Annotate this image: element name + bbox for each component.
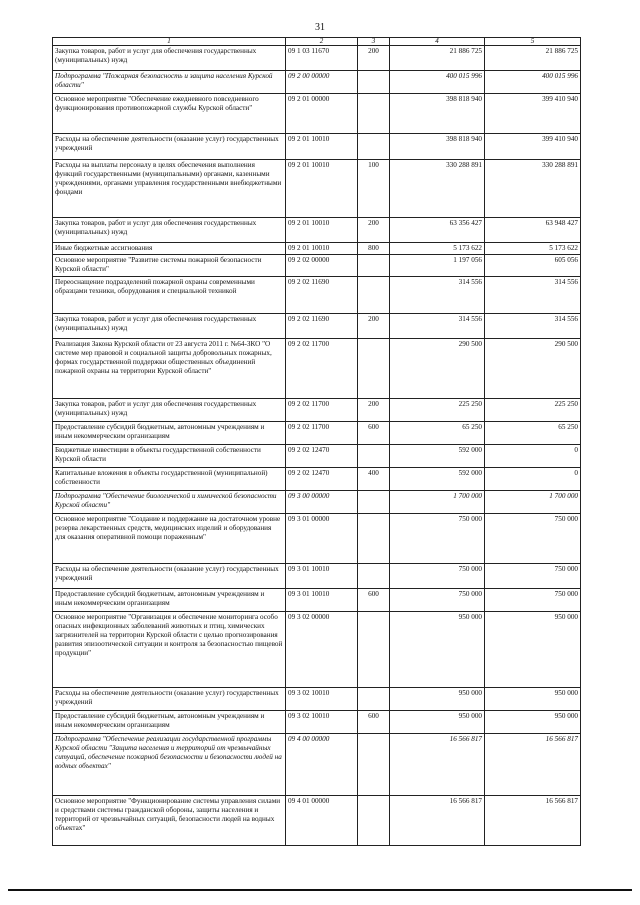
row-amount-2: 65 250 (485, 422, 581, 445)
row-amount-2: 950 000 (485, 688, 581, 711)
table-row (53, 71, 581, 94)
row-amount-1: 1 197 056 (390, 255, 485, 277)
row-expense-type (358, 688, 390, 711)
row-code: 09 4 01 00000 (286, 796, 358, 846)
row-name: Основное мероприятие "Организация и обеспечение мониторинга особо опасных инфекционных заболеваний животных и птиц, химических загрязнителей на территории Курской области с целью прогнозирования развития эпизоотической ситуации и контроля за безопасностью пищевой продукции" (53, 612, 286, 688)
row-amount-2: 63 948 427 (485, 218, 581, 243)
column-header-2: 2 (286, 38, 358, 46)
row-amount-2: 314 556 (485, 314, 581, 339)
row-code: 09 2 02 11690 (286, 314, 358, 339)
table-row (53, 564, 581, 589)
row-amount-1: 750 000 (390, 589, 485, 612)
row-name: Иные бюджетные ассигнования (53, 243, 286, 255)
table-row (53, 796, 581, 846)
row-amount-2: 399 410 940 (485, 94, 581, 134)
row-amount-1: 750 000 (390, 564, 485, 589)
row-expense-type (358, 514, 390, 564)
row-code: 09 2 01 10010 (286, 134, 358, 160)
row-code: 09 1 03 11670 (286, 46, 358, 71)
row-amount-2: 330 288 891 (485, 160, 581, 218)
row-name: Расходы на выплаты персоналу в целях обеспечения выполнения функций государственными (муниципальными) органами, казенными учреждениями, органами управления государственными внебюджетными фондами (53, 160, 286, 218)
row-amount-1: 592 000 (390, 468, 485, 491)
row-amount-2: 225 250 (485, 399, 581, 422)
row-expense-type: 200 (358, 218, 390, 243)
row-name: Подпрограмма "Пожарная безопасность и защита населения Курской области" (53, 71, 286, 94)
row-code: 09 3 01 10010 (286, 564, 358, 589)
table-row (53, 711, 581, 734)
table-row (53, 399, 581, 422)
row-name: Расходы на обеспечение деятельности (оказание услуг) государственных учреждений (53, 564, 286, 589)
row-name: Закупка товаров, работ и услуг для обеспечения государственных (муниципальных) нужд (53, 399, 286, 422)
table-body (53, 46, 581, 846)
row-amount-2: 0 (485, 445, 581, 468)
table-row (53, 255, 581, 277)
row-code: 09 2 01 00000 (286, 94, 358, 134)
row-amount-2: 950 000 (485, 612, 581, 688)
table-row (53, 243, 581, 255)
table-row (53, 218, 581, 243)
row-amount-2: 750 000 (485, 514, 581, 564)
row-amount-2: 950 000 (485, 711, 581, 734)
row-expense-type (358, 491, 390, 514)
row-code: 09 3 02 00000 (286, 612, 358, 688)
row-amount-2: 400 015 996 (485, 71, 581, 94)
row-amount-1: 592 000 (390, 445, 485, 468)
row-amount-1: 314 556 (390, 277, 485, 314)
row-expense-type (358, 445, 390, 468)
table-row (53, 160, 581, 218)
row-name: Подпрограмма "Обеспечение реализации государственной программы Курской области "Защита населения и территорий от чрезвычайных ситуаций, обеспечение пожарной безопасности и безопасности людей на водных объектах" (53, 734, 286, 796)
table-row (53, 94, 581, 134)
row-amount-2: 16 566 817 (485, 796, 581, 846)
row-expense-type: 600 (358, 422, 390, 445)
row-amount-2: 5 173 622 (485, 243, 581, 255)
row-expense-type (358, 94, 390, 134)
row-amount-2: 0 (485, 468, 581, 491)
row-code: 09 2 01 10010 (286, 243, 358, 255)
row-name: Капитальные вложения в объекты государственной (муниципальной) собственности (53, 468, 286, 491)
row-expense-type: 200 (358, 314, 390, 339)
row-amount-1: 950 000 (390, 711, 485, 734)
row-expense-type: 100 (358, 160, 390, 218)
row-amount-1: 290 500 (390, 339, 485, 399)
row-code: 09 2 02 11690 (286, 277, 358, 314)
row-code: 09 2 02 11700 (286, 422, 358, 445)
row-amount-2: 750 000 (485, 589, 581, 612)
table-row (53, 277, 581, 314)
table-row (53, 734, 581, 796)
row-code: 09 2 02 11700 (286, 399, 358, 422)
row-name: Реализация Закона Курской области от 23 августа 2011 г. №64-ЗКО "О системе мер правовой и социальной защиты добровольных пожарных, формах государственной поддержки общественных объединений пожарной охраны на территории Курской области" (53, 339, 286, 399)
row-name: Бюджетные инвестиции в объекты государственной собственности Курской области (53, 445, 286, 468)
table-row (53, 688, 581, 711)
row-expense-type (358, 339, 390, 399)
row-expense-type: 200 (358, 46, 390, 71)
row-name: Подпрограмма "Обеспечение биологической и химической безопасности Курской области" (53, 491, 286, 514)
row-name: Основное мероприятие "Развитие системы пожарной безопасности Курской области" (53, 255, 286, 277)
row-amount-2: 1 700 000 (485, 491, 581, 514)
row-code: 09 3 00 00000 (286, 491, 358, 514)
row-expense-type: 200 (358, 399, 390, 422)
row-name: Предоставление субсидий бюджетным, автономным учреждениям и иным некоммерческим организациям (53, 422, 286, 445)
row-amount-2: 16 566 817 (485, 734, 581, 796)
table-row (53, 422, 581, 445)
row-amount-1: 314 556 (390, 314, 485, 339)
row-expense-type (358, 564, 390, 589)
row-name: Закупка товаров, работ и услуг для обеспечения государственных (муниципальных) нужд (53, 46, 286, 71)
row-amount-2: 314 556 (485, 277, 581, 314)
table-row (53, 46, 581, 71)
table-row (53, 314, 581, 339)
row-expense-type (358, 734, 390, 796)
row-name: Основное мероприятие "Создание и поддержание на достаточном уровне резерва лекарственных средств, медицинских изделий и оборудования для оказания оперативной помощи пораженным" (53, 514, 286, 564)
row-name: Предоставление субсидий бюджетным, автономным учреждениям и иным некоммерческим организациям (53, 589, 286, 612)
row-expense-type (358, 71, 390, 94)
row-name: Предоставление субсидий бюджетным, автономным учреждениям и иным некоммерческим организациям (53, 711, 286, 734)
column-header-3: 3 (358, 38, 390, 46)
row-expense-type: 400 (358, 468, 390, 491)
row-code: 09 2 02 12470 (286, 445, 358, 468)
row-name: Закупка товаров, работ и услуг для обеспечения государственных (муниципальных) нужд (53, 314, 286, 339)
page-number: 31 (315, 22, 325, 33)
row-code: 09 2 01 10010 (286, 160, 358, 218)
row-amount-1: 398 818 940 (390, 94, 485, 134)
row-name: Основное мероприятие "Обеспечение ежедневного повседневного функционирования противопожарной службы Курской области" (53, 94, 286, 134)
row-code: 09 2 00 00000 (286, 71, 358, 94)
row-expense-type: 600 (358, 711, 390, 734)
row-amount-1: 21 886 725 (390, 46, 485, 71)
row-amount-1: 16 566 817 (390, 734, 485, 796)
row-code: 09 3 01 10010 (286, 589, 358, 612)
table-row (53, 445, 581, 468)
table-row (53, 491, 581, 514)
row-name: Расходы на обеспечение деятельности (оказание услуг) государственных учреждений (53, 134, 286, 160)
row-amount-1: 750 000 (390, 514, 485, 564)
row-amount-1: 225 250 (390, 399, 485, 422)
row-code: 09 3 02 10010 (286, 711, 358, 734)
row-code: 09 2 02 11700 (286, 339, 358, 399)
row-code: 09 2 01 10010 (286, 218, 358, 243)
row-amount-2: 750 000 (485, 564, 581, 589)
row-amount-1: 400 015 996 (390, 71, 485, 94)
budget-table (52, 37, 581, 846)
row-expense-type (358, 277, 390, 314)
row-name: Основное мероприятие "Функционирование системы управления силами и средствами системы гражданской обороны, защиты населения и территорий от чрезвычайных ситуаций, безопасности людей на водных объектах" (53, 796, 286, 846)
table-row (53, 468, 581, 491)
table-row (53, 514, 581, 564)
row-amount-2: 605 056 (485, 255, 581, 277)
row-amount-1: 330 288 891 (390, 160, 485, 218)
row-amount-1: 5 173 622 (390, 243, 485, 255)
row-name: Закупка товаров, работ и услуг для обеспечения государственных (муниципальных) нужд (53, 218, 286, 243)
row-code: 09 3 01 00000 (286, 514, 358, 564)
row-expense-type (358, 612, 390, 688)
column-header-5: 5 (485, 38, 581, 46)
row-amount-2: 399 410 940 (485, 134, 581, 160)
bottom-rule (8, 889, 632, 891)
table-row (53, 612, 581, 688)
row-code: 09 2 02 00000 (286, 255, 358, 277)
row-amount-1: 1 700 000 (390, 491, 485, 514)
row-amount-2: 290 500 (485, 339, 581, 399)
row-expense-type: 800 (358, 243, 390, 255)
row-amount-1: 63 356 427 (390, 218, 485, 243)
row-code: 09 4 00 00000 (286, 734, 358, 796)
row-expense-type (358, 796, 390, 846)
row-expense-type (358, 134, 390, 160)
table-row (53, 339, 581, 399)
row-name: Расходы на обеспечение деятельности (оказание услуг) государственных учреждений (53, 688, 286, 711)
row-code: 09 2 02 12470 (286, 468, 358, 491)
column-header-1: 1 (53, 38, 286, 46)
column-header-4: 4 (390, 38, 485, 46)
row-amount-1: 65 250 (390, 422, 485, 445)
row-expense-type (358, 255, 390, 277)
header-row (53, 38, 581, 46)
row-amount-1: 398 818 940 (390, 134, 485, 160)
row-amount-1: 950 000 (390, 688, 485, 711)
row-amount-2: 21 886 725 (485, 46, 581, 71)
row-expense-type: 600 (358, 589, 390, 612)
row-amount-1: 16 566 817 (390, 796, 485, 846)
row-amount-1: 950 000 (390, 612, 485, 688)
row-name: Переоснащение подразделений пожарной охраны современными образцами техники, оборудования и специальной техникой (53, 277, 286, 314)
row-code: 09 3 02 10010 (286, 688, 358, 711)
table-row (53, 589, 581, 612)
table-row (53, 134, 581, 160)
